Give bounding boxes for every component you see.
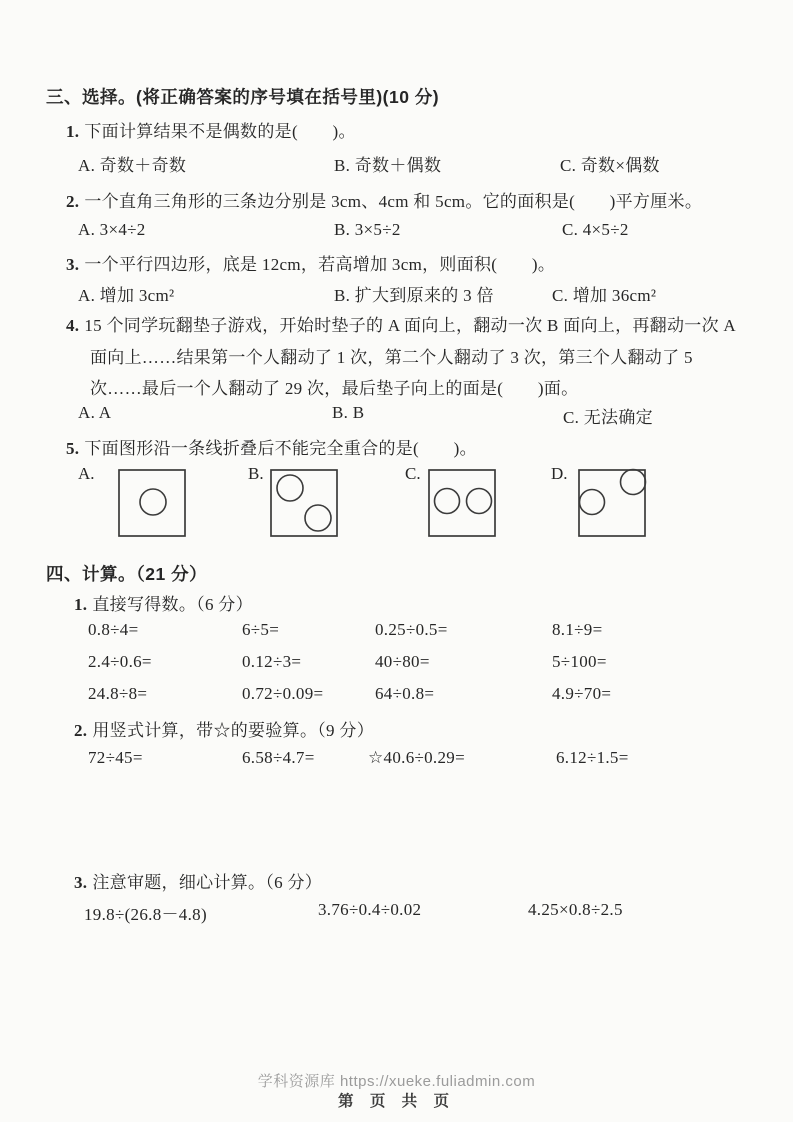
s4q1-title (74, 590, 253, 615)
calc-item: 0.25÷0.5= (375, 620, 448, 639)
circle-mark (621, 470, 646, 495)
q5-figure-a (118, 469, 186, 537)
calc-item: 5÷100= (552, 652, 607, 671)
q1-option-b: B. 奇数＋偶数 (334, 156, 442, 175)
q5-figure-label-b: B. (248, 464, 264, 483)
s4q3-title-text: 注意审题，细心计算。（6 分） (92, 873, 323, 892)
calc-item: 72÷45= (88, 748, 143, 767)
q5-figure-d (578, 469, 646, 537)
calc-item: 4.25×0.8÷2.5 (528, 900, 623, 919)
q5-figure-label-a: A. (78, 464, 95, 483)
page-number-label: 第 页 共 页 (338, 1093, 455, 1110)
q3-stem: 一个平行四边形，底是 12cm，若高增加 3cm，则面积( )。 (84, 255, 556, 274)
calc-item: 3.76÷0.4÷0.02 (318, 900, 422, 919)
square-outline (271, 470, 337, 536)
s4q3-title (74, 868, 322, 893)
q4-option-a: A. A (78, 403, 112, 422)
q3-number: 3. (66, 255, 80, 274)
q3-option-c: C. 增加 36cm² (552, 286, 657, 305)
q4-stem-line1: 15 个同学玩翻垫子游戏，开始时垫子的 A 面向上，翻动一次 B 面向上，再翻动一次 A (84, 316, 737, 335)
q2-number: 2. (66, 192, 80, 211)
section3-heading: 三、选择。(将正确答案的序号填在括号里)(10 分) (46, 87, 440, 107)
circle-mark (467, 489, 492, 514)
q3-text (66, 250, 555, 275)
q2-option-a: A. 3×4÷2 (78, 220, 146, 239)
q1-option-c: C. 奇数×偶数 (560, 156, 660, 175)
watermark-text: 学科资源库 https://xueke.fuliadmin.com (257, 1073, 536, 1090)
s4q2-number: 2. (74, 721, 88, 740)
q5-figure-label-d: D. (551, 464, 568, 483)
circle-mark (140, 489, 166, 515)
s4q1-number: 1. (74, 595, 88, 614)
s4q2-title (74, 716, 374, 741)
q2-stem: 一个直角三角形的三条边分别是 3cm、4cm 和 5cm。它的面积是( )平方厘米。 (84, 192, 703, 211)
calc-item: 4.9÷70= (552, 684, 612, 703)
q5-number: 5. (66, 439, 80, 458)
s4q3-number: 3. (74, 873, 88, 892)
calc-item: 0.8÷4= (88, 620, 139, 639)
calc-item: 19.8÷(26.8－4.8) (84, 905, 207, 924)
q5-stem: 下面图形沿一条线折叠后不能完全重合的是( )。 (84, 439, 477, 458)
q1-text (66, 117, 356, 142)
q4-text-line2: 面向上……结果第一个人翻动了 1 次，第二个人翻动了 3 次，第三个人翻动了 5 (90, 348, 693, 367)
q3-option-a: A. 增加 3cm² (78, 286, 175, 305)
q5-text (66, 434, 477, 459)
q5-figure-b (270, 469, 338, 537)
section4-heading: 四、计算。（21 分） (46, 564, 208, 584)
circle-mark (305, 505, 331, 531)
q5-figure-c (428, 469, 496, 537)
calc-item: 24.8÷8= (88, 684, 148, 703)
calc-item: 40÷80= (375, 652, 430, 671)
circle-mark (277, 475, 303, 501)
s4q1-title-text: 直接写得数。（6 分） (92, 595, 253, 614)
q4-text-line3: 次……最后一个人翻动了 29 次，最后垫子向上的面是( )面。 (90, 379, 579, 398)
calc-item: 6.12÷1.5= (556, 748, 629, 767)
calc-item: 6÷5= (242, 620, 280, 639)
square-outline (579, 470, 645, 536)
q4-text-line1 (66, 311, 736, 336)
calc-item: 8.1÷9= (552, 620, 603, 639)
calc-item: 0.12÷3= (242, 652, 302, 671)
circle-mark (580, 490, 605, 515)
calc-item: ☆40.6÷0.29= (368, 748, 465, 767)
q4-option-c: C. 无法确定 (563, 408, 653, 427)
q2-option-b: B. 3×5÷2 (334, 220, 401, 239)
circle-mark (435, 489, 460, 514)
calc-item: 6.58÷4.7= (242, 748, 315, 767)
s4q2-title-text: 用竖式计算，带☆的要验算。（9 分） (92, 721, 375, 740)
calc-item: 0.72÷0.09= (242, 684, 324, 703)
q4-option-b: B. B (332, 403, 365, 422)
q1-option-a: A. 奇数＋奇数 (78, 156, 187, 175)
square-outline (119, 470, 185, 536)
q1-number: 1. (66, 122, 80, 141)
q5-figure-label-c: C. (405, 464, 421, 483)
calc-item: 64÷0.8= (375, 684, 435, 703)
q4-number: 4. (66, 316, 80, 335)
q1-stem: 下面计算结果不是偶数的是( )。 (84, 122, 356, 141)
calc-item: 2.4÷0.6= (88, 652, 152, 671)
q2-option-c: C. 4×5÷2 (562, 220, 629, 239)
square-outline (429, 470, 495, 536)
q2-text (66, 187, 702, 212)
q3-option-b: B. 扩大到原来的 3 倍 (334, 286, 494, 305)
